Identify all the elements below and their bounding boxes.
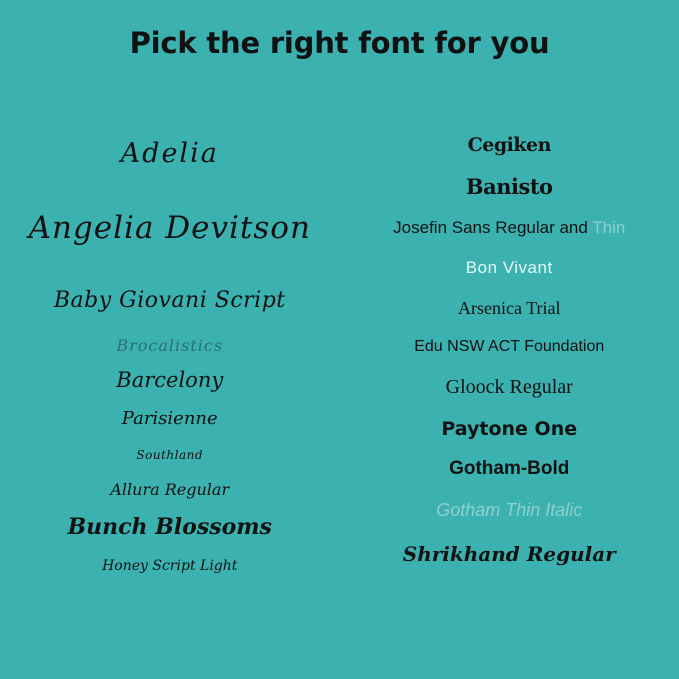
font-sample-parisienne: Parisienne <box>121 408 218 429</box>
font-sample-cegiken: Cegiken <box>467 134 551 156</box>
josefin-thin-text: Thin <box>592 218 626 237</box>
left-font-column <box>0 118 340 618</box>
font-sample-josefin-sans <box>340 218 679 238</box>
font-sample-bunch-blossoms: Bunch Blossoms <box>67 514 272 540</box>
font-columns <box>0 118 679 618</box>
font-sample-shrikhand-regular: Shrikhand Regular <box>402 542 616 566</box>
font-sample-bon-vivant: Bon Vivant <box>465 258 553 277</box>
font-sample-southland: Southland <box>136 448 204 462</box>
font-sample-honey-script-light: Honey Script Light <box>102 558 238 574</box>
font-sample-arsenica-trial: Arsenica Trial <box>458 298 561 318</box>
josefin-regular-text: Josefin Sans Regular and <box>393 218 593 237</box>
page-title: Pick the right font for you <box>129 26 550 60</box>
font-sample-gotham-bold: Gotham-Bold <box>449 458 570 479</box>
font-sample-adelia: Adelia <box>120 138 219 169</box>
font-sample-allura-regular: Allura Regular <box>110 480 230 499</box>
font-sample-gotham-thin-italic: Gotham Thin Italic <box>436 500 583 520</box>
font-sample-paytone-one: Paytone One <box>441 418 578 440</box>
font-sample-baby-giovani-script: Baby Giovani Script <box>53 288 286 313</box>
font-sample-gloock-regular: Gloock Regular <box>445 376 573 398</box>
right-font-column <box>340 118 679 618</box>
font-sample-brocalistics: Brocalistics <box>116 336 224 355</box>
font-sample-edu-nsw-act-foundation: Edu NSW ACT Foundation <box>414 338 605 355</box>
font-sample-barcelony: Barcelony <box>116 368 224 392</box>
font-sample-angelia-devitson: Angelia Devitson <box>28 210 311 246</box>
font-sample-banisto: Banisto <box>465 174 553 199</box>
